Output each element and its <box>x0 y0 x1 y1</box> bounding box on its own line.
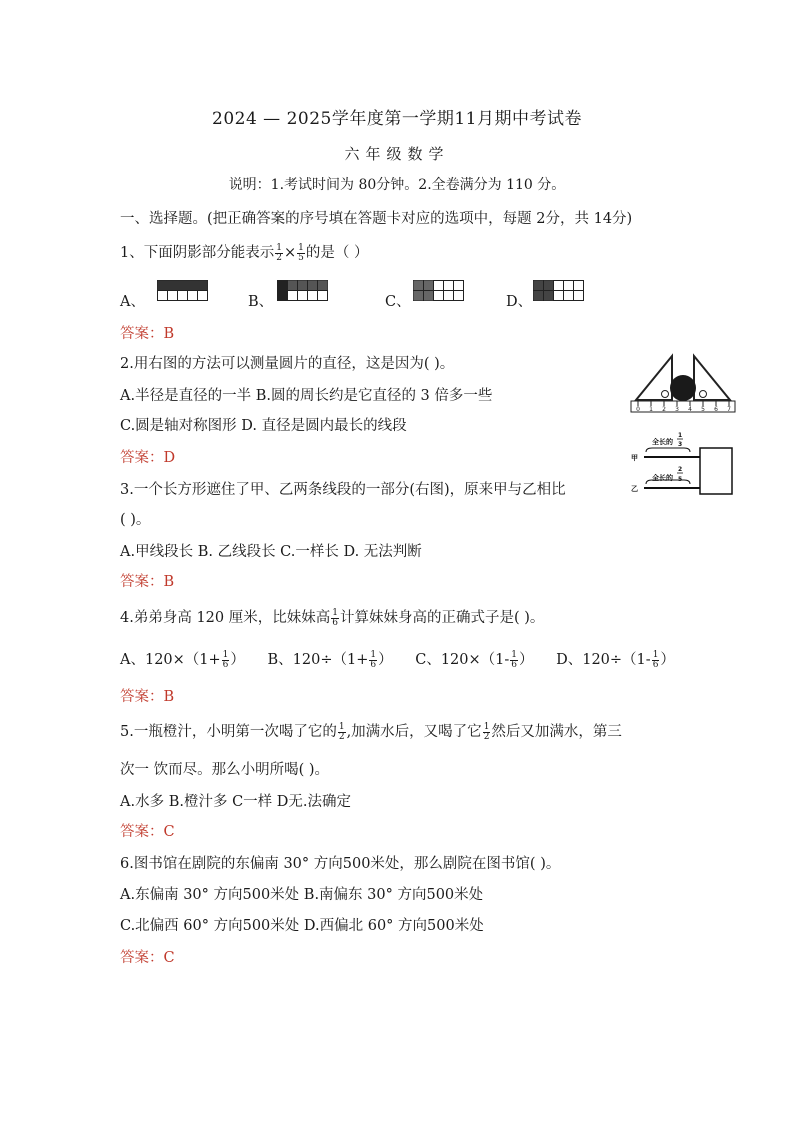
q4-option-c: C、120×（1- $\frac{1}{6}$ ） <box>415 649 534 670</box>
covering-rectangle <box>700 448 732 494</box>
q1-stem <box>120 241 368 263</box>
hole-right <box>700 391 707 398</box>
q6-options-line2: C.北偏西 60° 方向500米处 D.西偏北 60° 方向500米处 <box>120 918 484 934</box>
fig-frac1-den: 3 <box>678 441 683 448</box>
ruler-tick-3: 3 <box>675 406 679 413</box>
q4-option-d: D、120÷（1- $\frac{1}{6}$ ） <box>556 649 675 670</box>
q1-stem-text: 1、下面阴影部分能表示 <box>120 245 275 261</box>
q1-option-b-label: B、 <box>248 294 274 310</box>
fig-text-1: 全长的 <box>652 438 673 446</box>
q4-option-b: B、120÷（1+ $\frac{1}{6}$ ） <box>267 649 393 670</box>
q1-fraction-1 <box>275 244 283 263</box>
fig-frac2-num: 2 <box>678 466 683 473</box>
q4-stem-tail: 计算妹妹身高的正确式子是( )。 <box>339 610 545 626</box>
section-heading: 一、选择题。(把正确答案的序号填在答题卡对应的选项中，每题 2分，共 14分) <box>120 211 633 227</box>
fig-label-jia: 甲 <box>631 454 638 462</box>
q3-blank: ( )。 <box>120 512 151 528</box>
fig-text-2: 全长的 <box>652 474 673 482</box>
q6-stem: 6.图书馆在剧院的东偏南 30° 方向500米处，那么剧院在图书馆( )。 <box>120 856 561 872</box>
q5-answer: 答案：C <box>120 824 175 840</box>
q5-stem-text: 5.一瓶橙汁，小明第一次喝了它的 <box>120 724 337 740</box>
ruler-tick-4: 4 <box>688 406 692 413</box>
q5-stem-tail: 然后又加满水，第三 <box>491 724 622 740</box>
page-title: 2024 — 2025学年度第一学期11月期中考试卷 <box>212 109 582 129</box>
ruler-tick-7: 7 <box>727 406 731 413</box>
ruler-tick-0: 0 <box>636 406 640 413</box>
fig-frac1-num: 1 <box>678 432 683 439</box>
q1-option-a-figure <box>157 280 209 302</box>
q4-fraction <box>331 609 339 628</box>
brace-jia <box>646 448 690 452</box>
times-sign: × <box>283 245 297 261</box>
fraction-denominator: 2 <box>276 252 282 263</box>
q4-stem-text: 4.弟弟身高 120 厘米，比妹妹高 <box>120 610 331 626</box>
shaded-half <box>158 281 208 291</box>
q4-options <box>120 648 675 670</box>
q5-fraction-2: $\frac{1}{2}$ <box>483 721 490 742</box>
fraction-numerator: 1 <box>298 242 304 253</box>
set-square-left <box>636 356 672 400</box>
fraction-numerator: 1 <box>332 607 338 618</box>
q5-fraction-1: $\frac{1}{2}$ <box>338 721 345 742</box>
q4-stem <box>120 606 544 628</box>
q5-options: A.水多 B.橙汁多 C一样 D无.法确定 <box>120 794 352 810</box>
exam-note: 说明：1.考试时间为 80分钟。2.全卷满分为 110 分。 <box>228 177 566 193</box>
coin-disc <box>670 375 696 401</box>
q1-option-d-figure <box>533 280 585 302</box>
fig-frac2-den: 5 <box>678 476 683 483</box>
q3-answer: 答案：B <box>120 574 175 590</box>
q3-stem: 3.一个长方形遮住了甲、乙两条线段的一部分(右图)，原来甲与乙相比 <box>120 482 566 498</box>
ruler <box>631 401 735 412</box>
q6-answer: 答案：C <box>120 950 175 966</box>
ruler-tick-6: 6 <box>714 406 718 413</box>
ruler-tick-1: 1 <box>649 406 653 413</box>
q3-segment-figure <box>630 430 736 496</box>
q4-answer: 答案：B <box>120 689 175 705</box>
q2-stem: 2.用右图的方法可以测量圆片的直径，这是因为( )。 <box>120 356 455 372</box>
q6-options-line1: A.东偏南 30° 方向500米处 B.南偏东 30° 方向500米处 <box>120 887 484 903</box>
q5-stem-line2: 次一 饮而尽。那么小明所喝( )。 <box>120 762 330 778</box>
q1-fraction-2 <box>297 244 305 263</box>
q1-option-b-figure <box>277 280 329 302</box>
q1-option-c-label: C、 <box>385 294 411 310</box>
q5-stem-mid: ,加满水后，又喝了它 <box>346 724 482 740</box>
q1-option-c-figure <box>413 280 465 302</box>
q1-option-d-label: D、 <box>506 294 533 310</box>
fraction-denominator: 6 <box>332 617 338 628</box>
q2-answer: 答案：D <box>120 450 176 466</box>
ruler-tick-5: 5 <box>701 406 705 413</box>
q2-ruler-figure <box>630 352 736 416</box>
q1-stem-tail: 的是（ ） <box>305 245 369 261</box>
hole-left <box>662 391 669 398</box>
ruler-tick-2: 2 <box>662 406 666 413</box>
q2-options-line1: A.半径是直径的一半 B.圆的周长约是它直径的 3 倍多一些 <box>120 388 493 404</box>
fraction-numerator: 1 <box>276 242 282 253</box>
q5-stem <box>120 720 622 742</box>
q2-options-line2: C.圆是轴对称图形 D. 直径是圆内最长的线段 <box>120 418 407 434</box>
fig-label-yi: 乙 <box>631 485 638 493</box>
page-subtitle: 六年级数学 <box>344 145 450 163</box>
q4-option-a: A、120×（1+ $\frac{1}{6}$ ） <box>120 649 245 670</box>
q1-option-a-label: A、 <box>120 294 145 310</box>
q1-answer: 答案：B <box>120 326 175 342</box>
fraction-denominator: 5 <box>298 252 304 263</box>
q3-options: A.甲线段长 B. 乙线段长 C.一样长 D. 无法判断 <box>120 544 422 560</box>
